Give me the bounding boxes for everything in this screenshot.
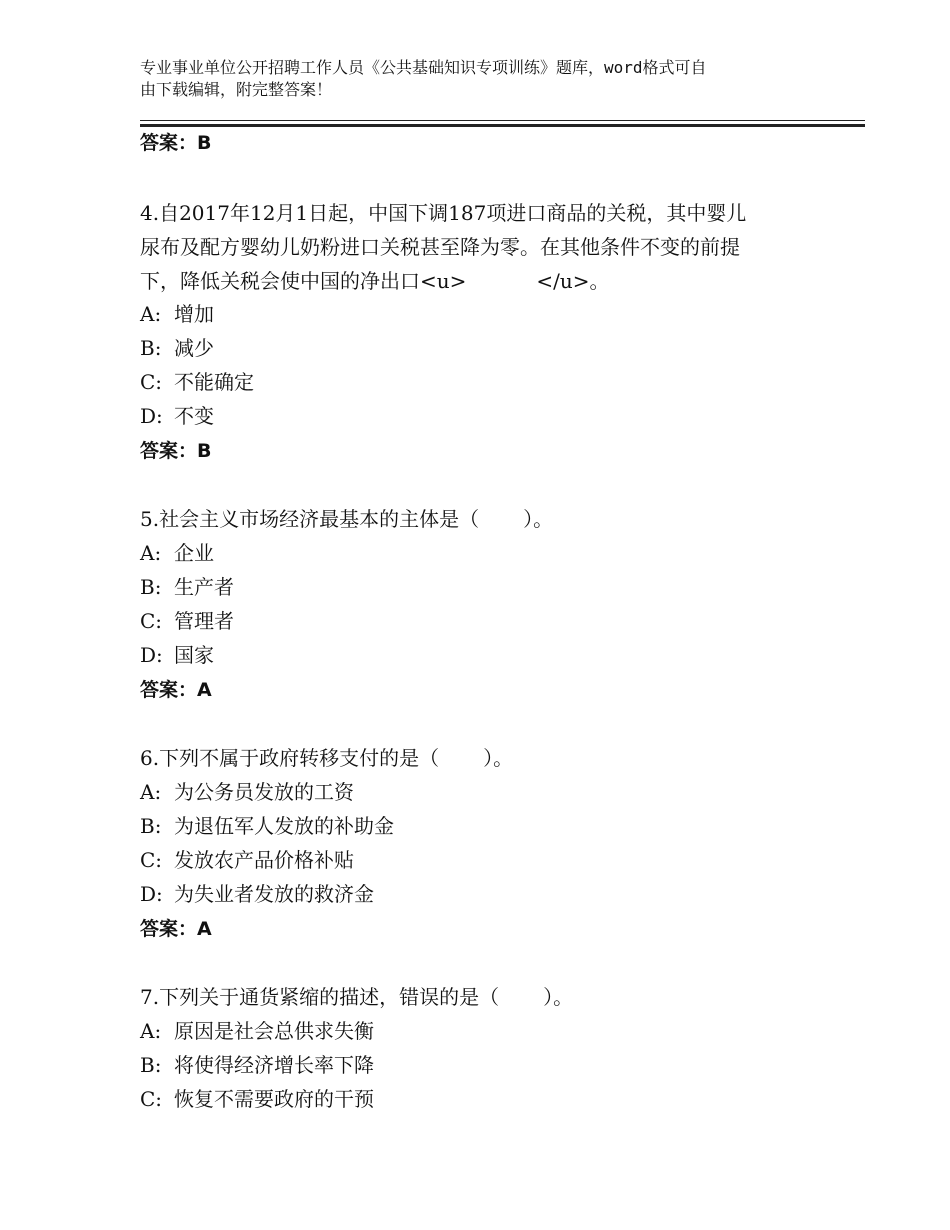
option-7b: B: 将使得经济增长率下降 xyxy=(140,1053,374,1077)
header-rule-thick xyxy=(140,124,865,127)
answer-6: 答案：A xyxy=(140,918,212,940)
option-5d: D: 国家 xyxy=(140,643,214,667)
question-4-line-2: 尿布及配方婴幼儿奶粉进口关税甚至降为零。在其他条件不变的前提 xyxy=(140,235,740,259)
document-header xyxy=(140,57,820,101)
option-5b: B: 生产者 xyxy=(140,575,234,599)
option-7c: C: 恢复不需要政府的干预 xyxy=(140,1087,374,1111)
option-4b: B: 减少 xyxy=(140,336,214,360)
header-rule-thin xyxy=(140,120,865,121)
option-4a: A: 增加 xyxy=(140,302,214,326)
question-4-line-3: 下，降低关税会使中国的净出口<u> </u>。 xyxy=(140,269,610,293)
option-5a: A: 企业 xyxy=(140,541,214,565)
option-4d: D: 不变 xyxy=(140,404,214,428)
option-4c: C: 不能确定 xyxy=(140,370,254,394)
option-6d: D: 为失业者发放的救济金 xyxy=(140,882,374,906)
question-5: 5.社会主义市场经济最基本的主体是（ ）。 xyxy=(140,507,554,531)
header-line-2: 由下载编辑，附完整答案！ xyxy=(140,80,333,99)
option-7a: A: 原因是社会总供求失衡 xyxy=(140,1019,374,1043)
answer-prev: 答案：B xyxy=(140,132,212,154)
option-5c: C: 管理者 xyxy=(140,609,234,633)
option-6a: A: 为公务员发放的工资 xyxy=(140,780,354,804)
answer-5: 答案：A xyxy=(140,679,212,701)
question-4 xyxy=(140,196,820,298)
header-line-1: 专业事业单位公开招聘工作人员《公共基础知识专项训练》题库，word格式可自 xyxy=(140,58,707,77)
option-6b: B: 为退伍军人发放的补助金 xyxy=(140,814,394,838)
option-6c: C: 发放农产品价格补贴 xyxy=(140,848,354,872)
question-7: 7.下列关于通货紧缩的描述，错误的是（ ）。 xyxy=(140,985,574,1009)
question-6: 6.下列不属于政府转移支付的是（ ）。 xyxy=(140,746,514,770)
answer-4: 答案：B xyxy=(140,440,212,462)
question-4-line-1: 4.自2017年12月1日起，中国下调187项进口商品的关税，其中婴儿 xyxy=(140,201,747,225)
